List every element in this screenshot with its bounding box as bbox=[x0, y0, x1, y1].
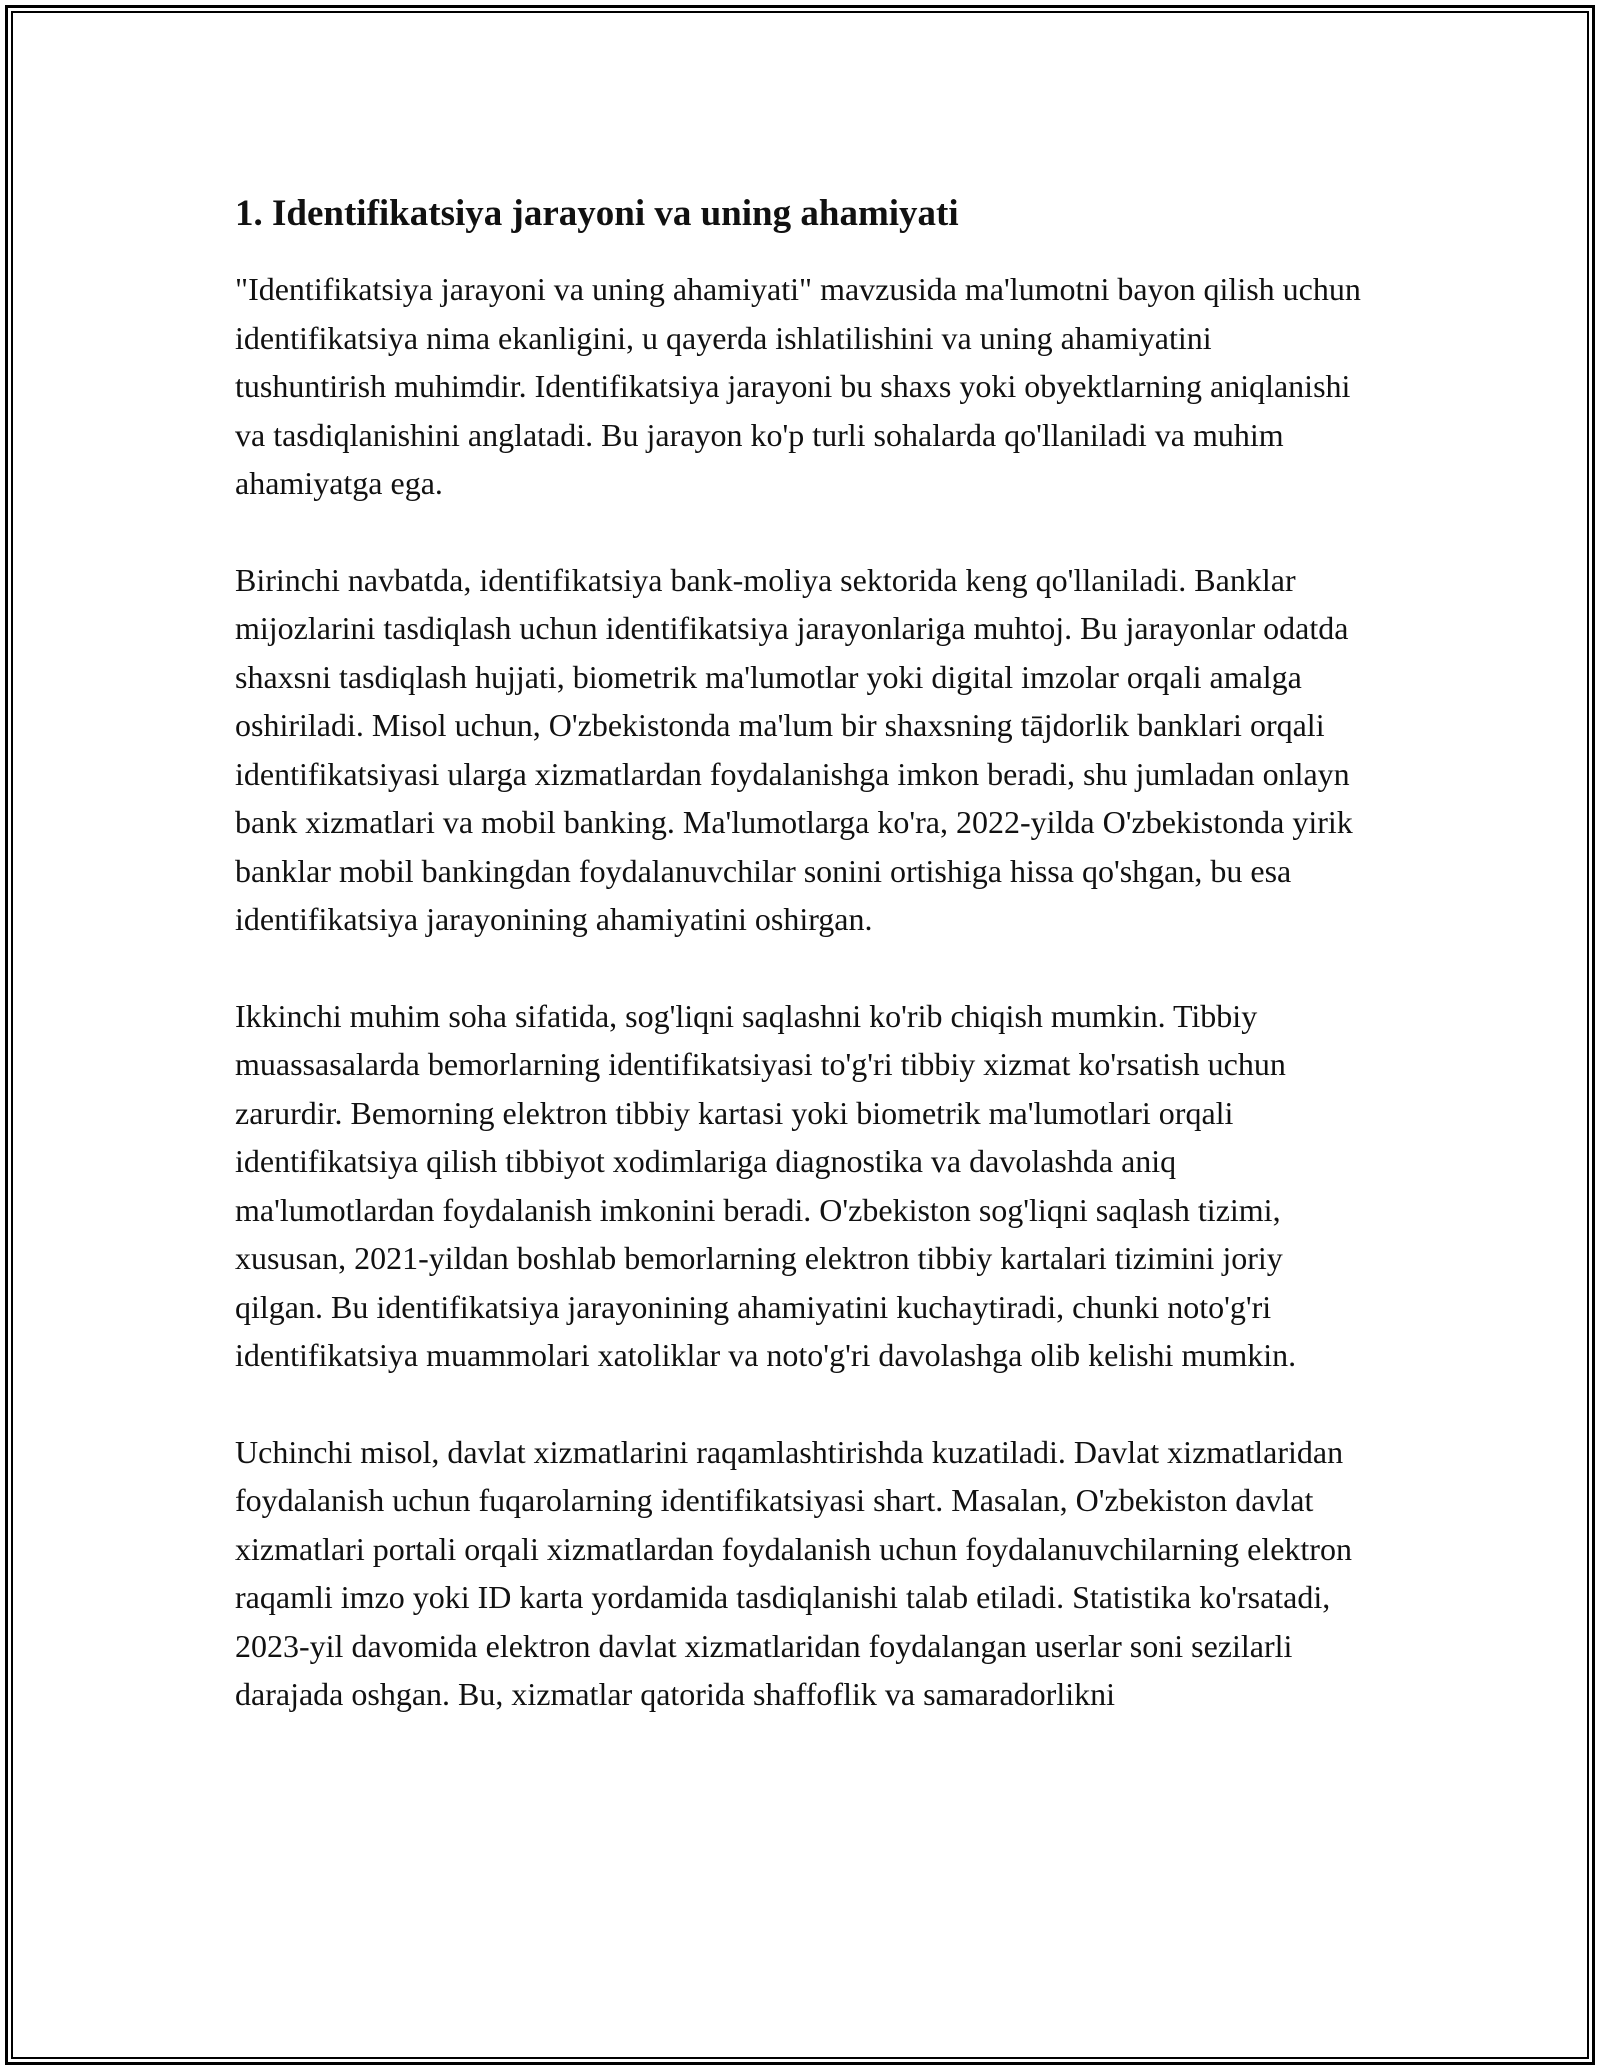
paragraph-banking: Birinchi navbatda, identifikatsiya bank-moliya sektorida keng qo'llaniladi. Banklar mijozlarini tasdiqlash uchun identifikatsiya jarayonlariga muhtoj. Bu jarayonlar odatda shaxsni tasdiqlash hujjati, biometrik ma'lumotlar yoki digital imzolar orqali amalga oshiriladi. Misol uchun, O'zbekistonda ma'lum bir shaxsning tājdorlik banklari orqali identifikatsiyasi ularga xizmatlardan foydalanishga imkon beradi, shu jumladan onlayn bank xizmatlari va mobil banking. Ma'lumotlarga ko'ra, 2022-yilda O'zbekistonda yirik banklar mobil bankingdan foydalanuvchilar sonini ortishiga hissa qo'shgan, bu esa identifikatsiya jarayonining ahamiyatini oshirgan. bbox=[235, 561, 1353, 937]
document-body bbox=[235, 185, 1370, 1767]
paragraph-healthcare: Ikkinchi muhim soha sifatida, sog'liqni saqlashni ko'rib chiqish mumkin. Tibbiy muassasalarda bemorlarning identifikatsiyasi to'g'ri tibbiy xizmat ko'rsatish uchun zarurdir. Bemorning elektron tibbiy kartasi yoki biometrik ma'lumotlari orqali identifikatsiya qilish tibbiyot xodimlariga diagnostika va davolashda aniq ma'lumotlardan foydalanish imkonini beradi. O'zbekiston sog'liqni saqlash tizimi, xususan, 2021-yildan boshlab bemorlarning elektron tibbiy kartalari tizimini joriy qilgan. Bu identifikatsiya jarayonining ahamiyatini kuchaytiradi, chunki noto'g'ri identifikatsiya muammolari xatoliklar va noto'g'ri davolashga olib kelishi mumkin. bbox=[235, 997, 1297, 1373]
paragraph-government-services: Uchinchi misol, davlat xizmatlarini raqamlashtirishda kuzatiladi. Davlat xizmatlaridan foydalanish uchun fuqarolarning identifikatsiyasi shart. Masalan, O'zbekiston davlat xizmatlari portali orqali xizmatlardan foydalanish uchun foydalanuvchilarning elektron raqamli imzo yoki ID karta yordamida tasdiqlanishi talab etiladi. Statistika ko'rsatadi, 2023-yil davomida elektron davlat xizmatlaridan foydalangan userlar soni sezilarli darajada oshgan. Bu, xizmatlar qatorida shaffoflik va samaradorlikni bbox=[235, 1433, 1352, 1712]
section-heading: 1. Identifikatsiya jarayoni va uning ahamiyati bbox=[235, 193, 959, 234]
paragraph-intro: "Identifikatsiya jarayoni va uning ahamiyati" mavzusida ma'lumotni bayon qilish uchun identifikatsiya nima ekanligini, u qayerda ishlatilishini va uning ahamiyatini tushuntirish muhimdir. Identifikatsiya jarayoni bu shaxs yoki obyektlarning aniqlanishi va tasdiqlanishini anglatadi. Bu jarayon ko'p turli sohalarda qo'llaniladi va muhim ahamiyatga ega. bbox=[235, 271, 1361, 501]
